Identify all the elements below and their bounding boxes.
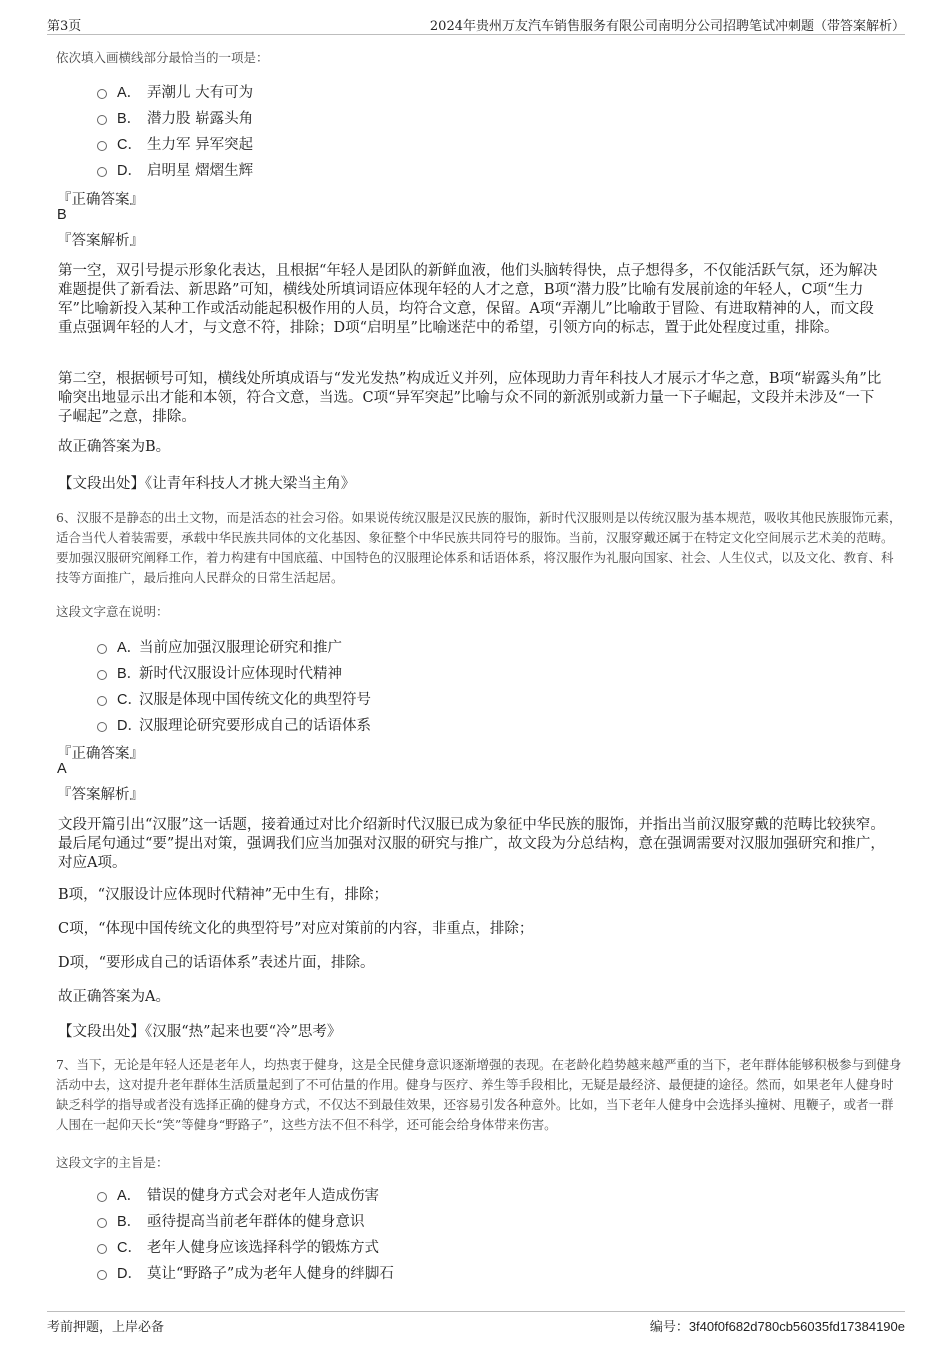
q5-analysis-para-2: 第二空，根据顿号可知，横线处所填成语与“发光发热”构成近义并列，应体现助力青年科技人才展示才华之意，B项“崭露头角”比喻突出地显示出才能和本领，符合文意，当选。C项“异军突起”比喻与众不同的新派别或新力量一下子崛起，文段并未涉及“一下子崛起”之意，排除。	[58, 371, 882, 425]
q5-option-a[interactable]: A． 弄潮儿 大有可为	[97, 80, 253, 102]
q6-analysis-c: C项，“体现中国传统文化的典型符号”对应对策前的内容，非重点，排除；	[58, 921, 534, 937]
option-text: 当前应加强汉服理论研究和推广	[139, 639, 342, 656]
page-number: 第3页	[47, 19, 82, 34]
radio-button-icon[interactable]	[97, 696, 107, 706]
q6-option-c[interactable]: C． 汉服是体现中国传统文化的典型符号	[97, 687, 371, 709]
q5-analysis-para-1: 第一空，双引号提示形象化表达，且根据“年轻人是团队的新鲜血液，他们头脑转得快，点子想得多，不仅能活跃气氛，还为解决难题提供了新看法、新思路”可知，横线处所填词语应体现年轻的人才之意，B项“潜力股”比喻有发展前途的年轻人，C项“生力军”比喻新投入某种工作或活动能起积极作用的人员，均符合文意，保留。A项“弄潮儿”比喻敢于冒险、有进取精神的人，而文段重点强调年轻的人才，与文意不符，排除；D项“启明星”比喻迷茫中的希望，引领方向的标志，置于此处程度过重，排除。	[58, 263, 878, 336]
radio-button-icon[interactable]	[97, 89, 107, 99]
q6-options	[97, 635, 371, 735]
q7-option-c[interactable]: C． 老年人健身应该选择科学的锻炼方式	[97, 1235, 394, 1257]
option-text: 新时代汉服设计应体现时代精神	[139, 665, 342, 682]
radio-button-icon[interactable]	[97, 167, 107, 177]
radio-button-icon[interactable]	[97, 115, 107, 125]
option-text: 启明星 熠熠生辉	[147, 162, 254, 179]
q5-prompt: 依次填入画横线部分最恰当的一项是：	[56, 50, 269, 65]
page-footer	[47, 1311, 905, 1334]
q6-option-d[interactable]: D． 汉服理论研究要形成自己的话语体系	[97, 713, 371, 735]
option-text: 汉服是体现中国传统文化的典型符号	[139, 691, 371, 708]
q5-option-c[interactable]: C． 生力军 异军突起	[97, 132, 253, 154]
q5-analysis-label: 『答案解析』	[57, 233, 144, 249]
q7-option-b[interactable]: B． 亟待提高当前老年群体的健身意识	[97, 1209, 394, 1231]
q7-option-a[interactable]: A． 错误的健身方式会对老年人造成伤害	[97, 1183, 394, 1205]
page-header	[47, 12, 905, 35]
q5-option-d[interactable]: D． 启明星 熠熠生辉	[97, 158, 253, 180]
option-text: 汉服理论研究要形成自己的话语体系	[139, 717, 371, 734]
option-text: 弄潮儿 大有可为	[147, 84, 254, 101]
q6-question-text: 6、汉服不是静态的出土文物，而是活态的社会习俗。如果说传统汉服是汉民族的服饰，新时代汉服则是以传统汉服为基本规范，吸收其他民族服饰元素，适合当代人着装需要，承载中华民族共同体的文化基因、象征整个中华民族共同符号的服饰。当前，汉服穿戴还属于在特定文化空间展示艺术美的范畴。要加强汉服研究阐释工作，着力构建有中国底蕴、中国特色的汉服理论体系和话语体系，将汉服作为礼服向国家、社会、人生仪式，以及文化、教育、科技等方面推广，最后推向人民群众的日常生活起居。	[56, 510, 902, 585]
q7-prompt: 这段文字的主旨是：	[56, 1155, 169, 1170]
q6-analysis-conclusion: 故正确答案为A。	[58, 989, 170, 1005]
q6-prompt: 这段文字意在说明：	[56, 604, 169, 619]
q6-option-a[interactable]: A． 当前应加强汉服理论研究和推广	[97, 635, 371, 657]
radio-button-icon[interactable]	[97, 644, 107, 654]
footer-slogan: 考前押题，上岸必备	[47, 1320, 165, 1335]
radio-button-icon[interactable]	[97, 1218, 107, 1228]
q5-source: 【文段出处】《让青年科技人才挑大梁当主角》	[58, 476, 356, 492]
q6-option-b[interactable]: B． 新时代汉服设计应体现时代精神	[97, 661, 371, 683]
q7-option-d[interactable]: D． 莫让“野路子”成为老年人健身的绊脚石	[97, 1261, 394, 1283]
option-text: 莫让“野路子”成为老年人健身的绊脚石	[147, 1265, 394, 1282]
q5-analysis-conclusion: 故正确答案为B。	[58, 439, 171, 455]
document-code: 编号：3f40f0f682d780cb56035fd17384190e	[649, 1319, 905, 1334]
q6-answer-label: 『正确答案』	[57, 746, 144, 762]
radio-button-icon[interactable]	[97, 1192, 107, 1202]
q5-option-b[interactable]: B． 潜力股 崭露头角	[97, 106, 253, 128]
q6-analysis-para-1: 文段开篇引出“汉服”这一话题，接着通过对比介绍新时代汉服已成为象征中华民族的服饰，并指出当前汉服穿戴的范畴比较狭窄。最后尾句通过“要”提出对策，强调我们应当加强对汉服的研究与推广，故文段为分总结构，意在强调需要对汉服加强研究和推广，对应A项。	[58, 817, 885, 871]
q5-answer: B	[57, 207, 67, 223]
q5-options	[97, 80, 253, 180]
q5-answer-label: 『正确答案』	[57, 192, 144, 208]
q6-source: 【文段出处】《汉服“热”起来也要“冷”思考》	[58, 1024, 342, 1040]
radio-button-icon[interactable]	[97, 670, 107, 680]
q6-answer: A	[57, 761, 67, 777]
document-title: 2024年贵州万友汽车销售服务有限公司南明分公司招聘笔试冲刺题（带答案解析）	[429, 19, 905, 34]
option-text: 错误的健身方式会对老年人造成伤害	[147, 1187, 379, 1204]
q7-options	[97, 1183, 394, 1283]
option-text: 亟待提高当前老年群体的健身意识	[147, 1213, 365, 1230]
option-text: 生力军 异军突起	[147, 136, 254, 153]
q6-analysis-d: D项，“要形成自己的话语体系”表述片面，排除。	[58, 955, 375, 971]
q7-question-text: 7、当下，无论是年轻人还是老年人，均热衷于健身，这是全民健身意识逐渐增强的表现。在老龄化趋势越来越严重的当下，老年群体能够积极参与到健身活动中去，这对提升老年群体生活质量起到了不可估量的作用。健身与医疗、养生等手段相比，无疑是最经济、最便捷的途径。然而，如果老年人健身时缺乏科学的指导或者没有选择正确的健身方式，不仅达不到最佳效果，还容易引发各种意外。比如，当下老年人健身中会选择头撞树、甩鞭子，或者一群人围在一起仰天长“笑”等健身“野路子”，这些方法不但不科学，还可能会给身体带来伤害。	[56, 1057, 902, 1132]
option-text: 潜力股 崭露头角	[147, 110, 254, 127]
radio-button-icon[interactable]	[97, 1244, 107, 1254]
option-text: 老年人健身应该选择科学的锻炼方式	[147, 1239, 379, 1256]
radio-button-icon[interactable]	[97, 141, 107, 151]
radio-button-icon[interactable]	[97, 722, 107, 732]
radio-button-icon[interactable]	[97, 1270, 107, 1280]
q6-analysis-b: B项，“汉服设计应体现时代精神”无中生有，排除；	[58, 887, 388, 903]
q6-analysis-label: 『答案解析』	[57, 787, 144, 803]
